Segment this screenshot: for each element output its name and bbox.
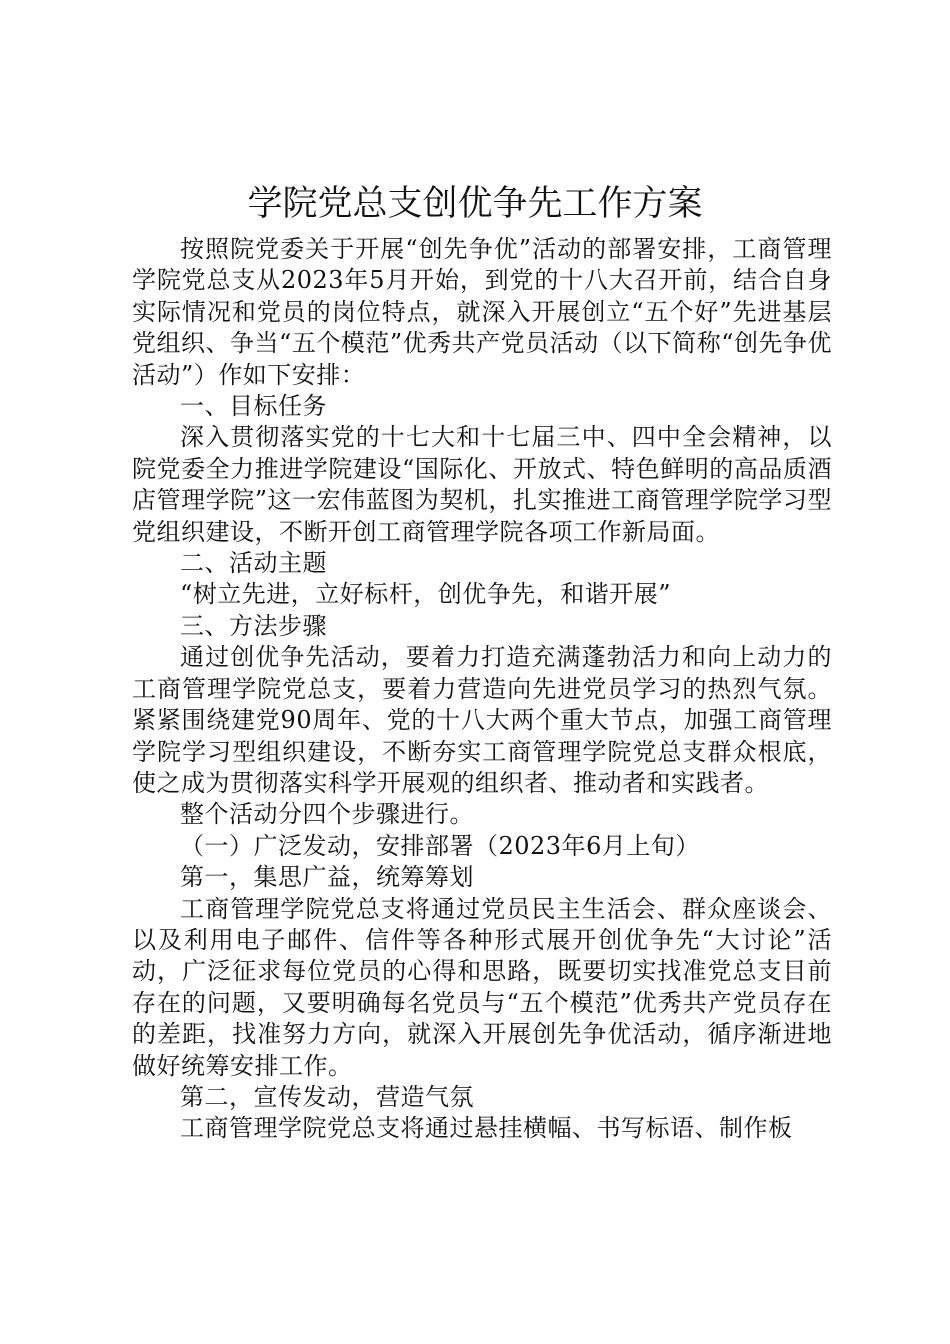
- subheading-step-1: （一）广泛发动，安排部署（2023年6月上旬）: [180, 831, 700, 860]
- heading-methods: 三、方法步骤: [180, 611, 327, 640]
- paragraph-goals: 深入贯彻落实党的十七大和十七届三中、四中全会精神，以院党委全力推进学院建设“国际化、开放式、特色鲜明的高品质酒店管理学院”这一宏伟蓝图为契机，扎实推进工商管理学院学习型党组织建设，不断开创工商管理学院各项工作新局面。: [132, 423, 832, 546]
- subheading-second: 第二，宣传发动，营造气氛: [180, 1082, 474, 1111]
- heading-goals: 一、目标任务: [180, 392, 327, 421]
- paragraph-first: 工商管理学院党总支将通过党员民主生活会、群众座谈会、以及利用电子邮件、信件等各种形式展开创优争先“大讨论”活动，广泛征求每位党员的心得和思路，既要切实找准党总支目前存在的问题，又要明确每名党员与“五个模范”优秀共产党员存在的差距，找准努力方向，就深入开展创先争优活动，循序渐进地做好统筹安排工作。: [132, 894, 832, 1080]
- paragraph-second: 工商管理学院党总支将通过悬挂横幅、书写标语、制作板: [180, 1114, 793, 1143]
- paragraph-theme: “树立先进，立好标杆，创优争先，和谐开展”: [180, 580, 672, 609]
- heading-theme: 二、活动主题: [180, 549, 327, 578]
- document-body: [132, 234, 832, 1145]
- document-title: 学院党总支创优争先工作方案: [247, 184, 703, 224]
- paragraph-intro: 按照院党委关于开展“创先争优”活动的部署安排，工商管理学院党总支从2023年5月开始，到党的十八大召开前，结合自身实际情况和党员的岗位特点，就深入开展创立“五个好”先进基层党组织、争当“五个模范”优秀共产党员活动（以下简称“创先争优活动”）作如下安排：: [132, 235, 832, 389]
- subheading-first: 第一，集思广益，统筹筹划: [180, 863, 474, 892]
- paragraph-steps-intro: 整个活动分四个步骤进行。: [180, 800, 474, 829]
- paragraph-methods: 通过创优争先活动，要着力打造充满蓬勃活力和向上动力的工商管理学院党总支，要着力营造向先进党员学习的热烈气氛。紧紧围绕建党90周年、党的十八大两个重大节点，加强工商管理学院学习型组织建设，不断夯实工商管理学院党总支群众根底，使之成为贯彻落实科学开展观的组织者、推动者和实践者。: [132, 643, 832, 797]
